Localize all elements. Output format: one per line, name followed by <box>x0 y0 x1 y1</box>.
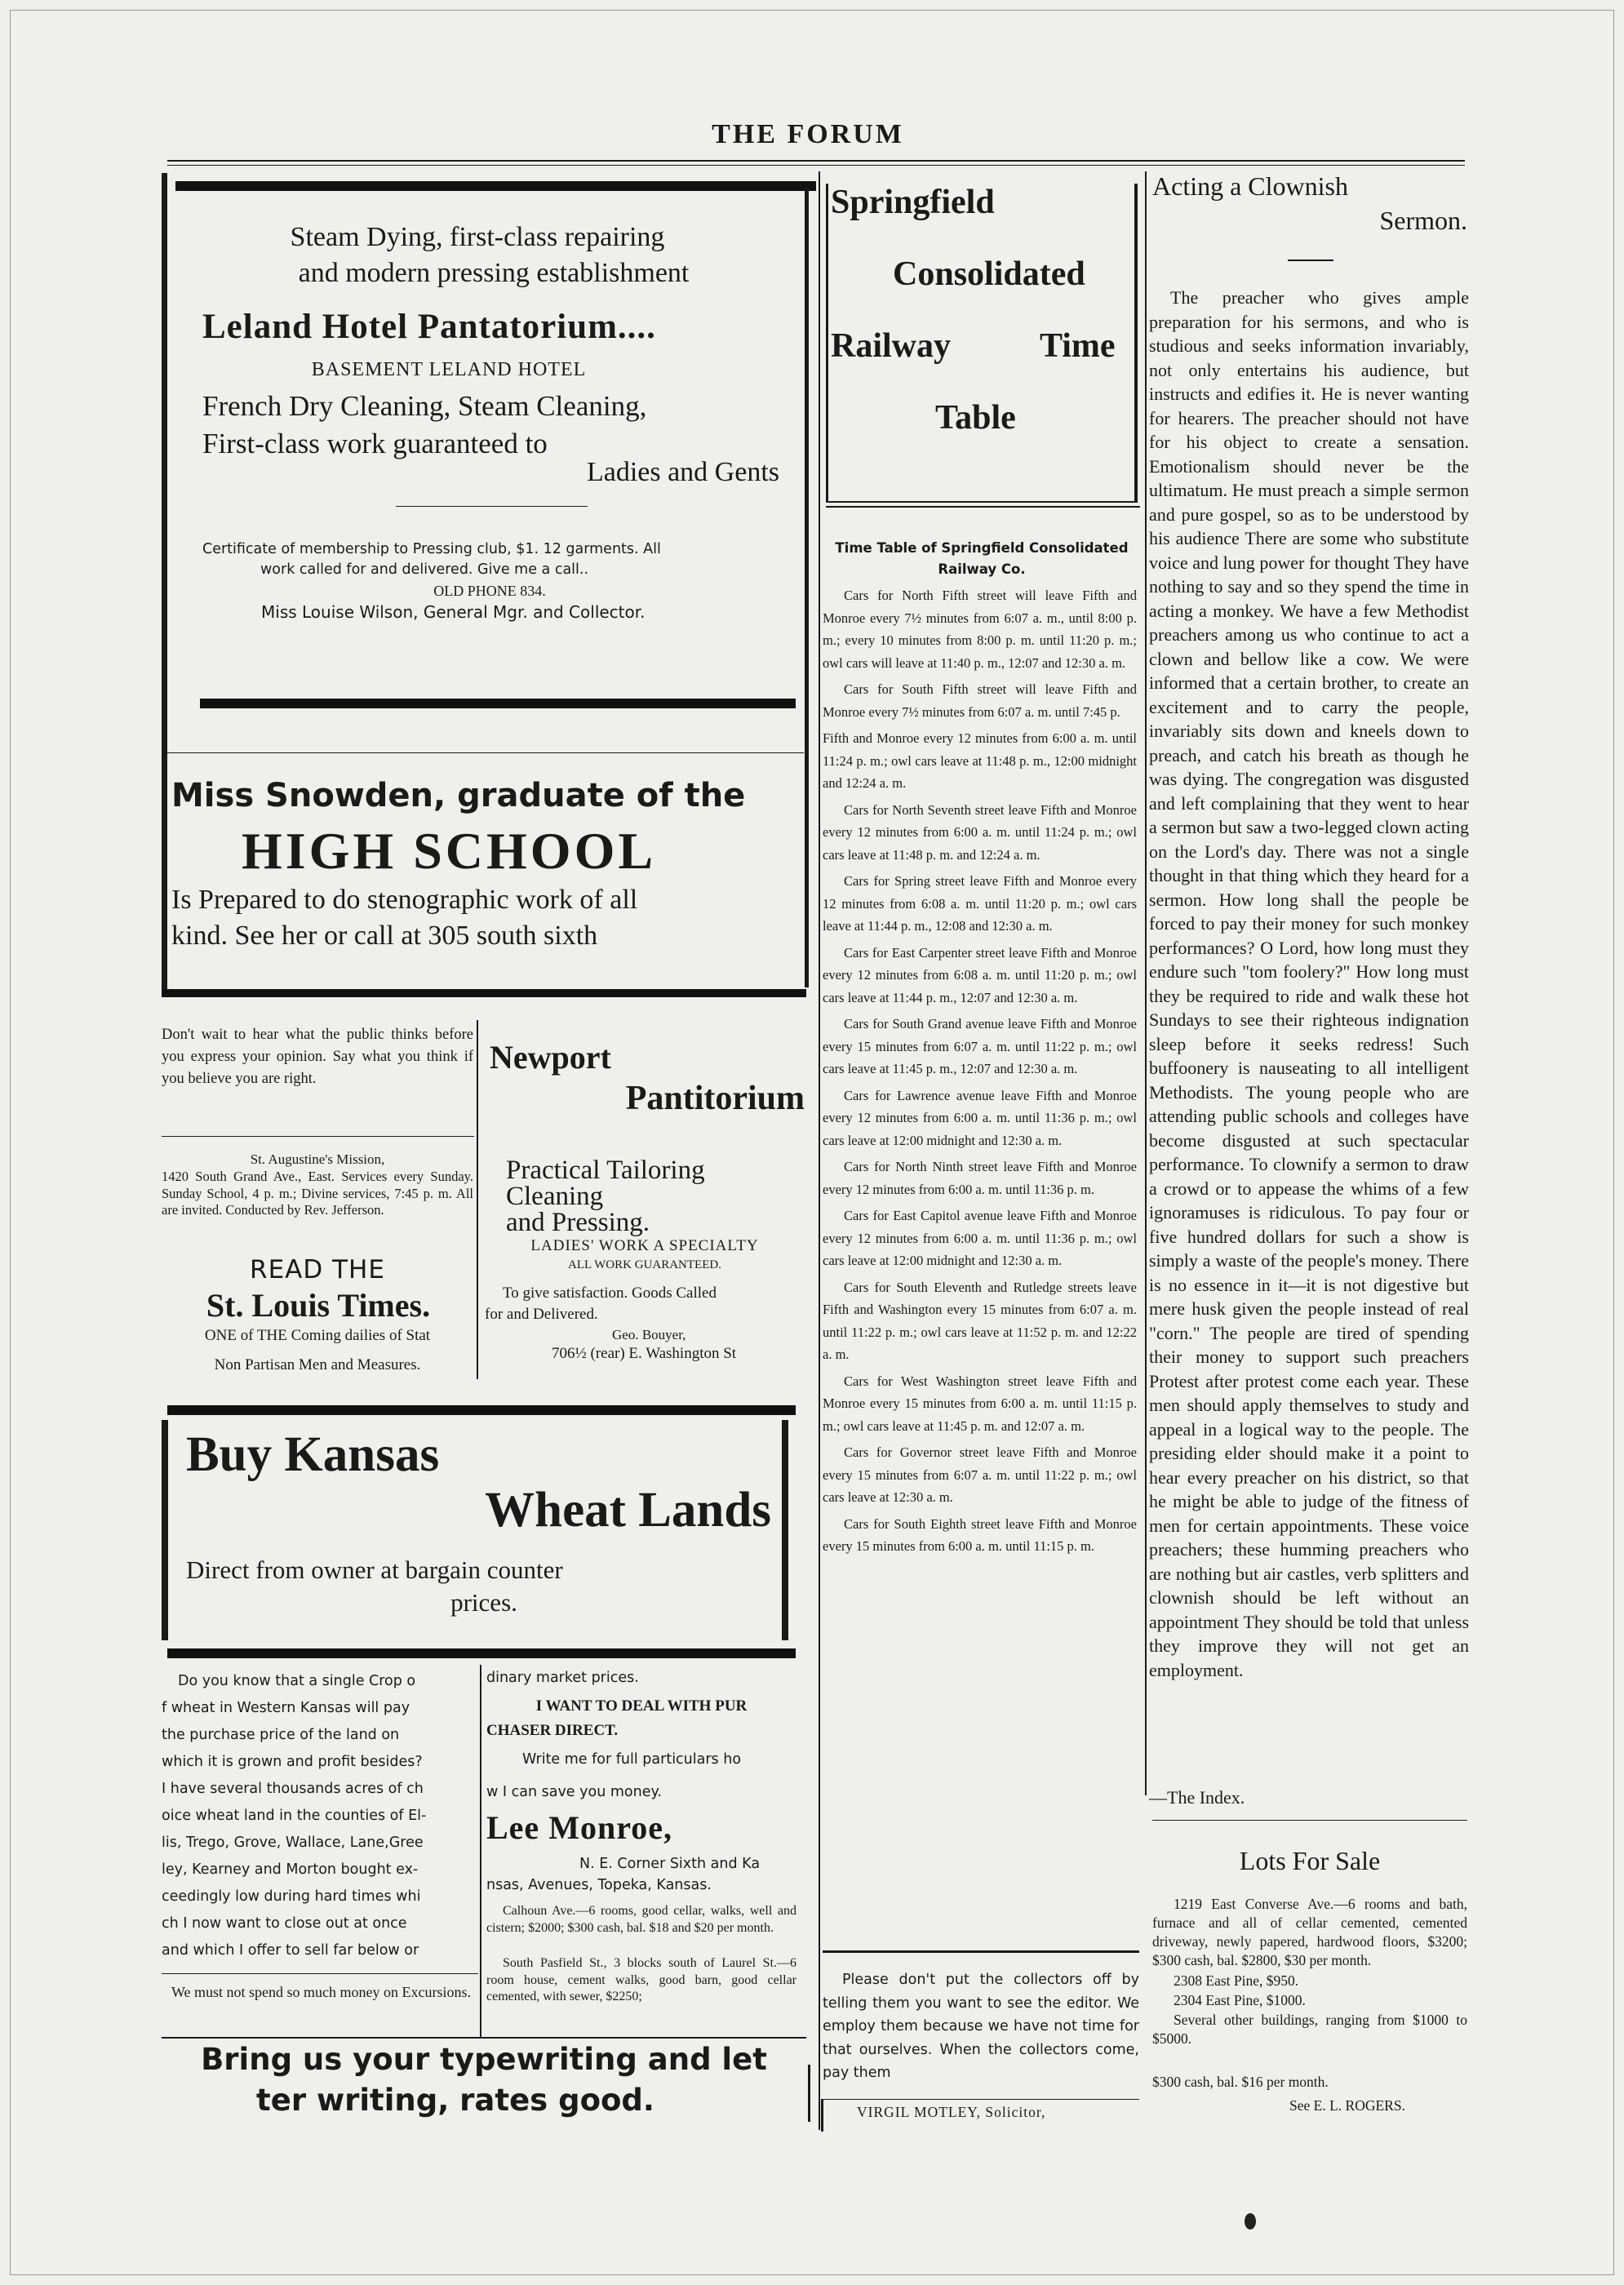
snowden-line3: kind. See her or call at 305 south sixth <box>171 921 598 951</box>
leland-cert2: work called for and delivered. Give me a call.. <box>260 561 589 578</box>
railway-heading2: Railway Co. <box>938 561 1026 577</box>
crop-line: and which I offer to sell far below or <box>162 1942 419 1959</box>
newport-owner: Geo. Bouyer, <box>612 1327 686 1342</box>
excursion-rule <box>162 1973 478 1974</box>
lots-sig: See E. L. ROGERS. <box>1289 2097 1405 2114</box>
collectors-text: Please don't put the collectors off by telling them you want to see the editor. We employ them because we have not time for that ourselves. When the collectors come, pay them <box>823 1972 1139 2081</box>
crop-line: f wheat in Western Kansas will pay <box>162 1700 410 1716</box>
railway-col-left-rule <box>819 171 820 2130</box>
railway-entry: Cars for North Ninth street leave Fifth and Monroe every 12 minutes from 6:00 a. m. until 11:36 p. m. <box>823 1159 1137 1197</box>
newport-p2: Cleaning <box>506 1182 604 1211</box>
railway-box-left <box>826 184 828 502</box>
sermon-title1: Acting a Clownish <box>1152 171 1348 201</box>
railway-entry: Cars for West Washington street leave Fifth and Monroe every 15 minutes from 6:00 a. m. until 11:15 p. m.; owl cars leave at 11:45 p. m. and 12:07 a. m. <box>823 1373 1137 1434</box>
crop-line: lis, Trego, Grove, Wallace, Lane,Gree <box>162 1835 424 1851</box>
railway-title2: Consolidated <box>893 255 1085 293</box>
leland-service: French Dry Cleaning, Steam Cleaning, <box>202 390 647 422</box>
railway-entry: Cars for East Capitol avenue leave Fifth and Monroe every 12 minutes from 6:00 a. m. until 11:36 p. m.; owl cars leave at 12:00 midnight and 12:30 a. m. <box>823 1208 1137 1268</box>
calhoun-2: South Pasfield St., 3 blocks south of Laurel St.—6 room house, cement walks, good barn, good cellar cemented, with sewer, $2250; <box>486 1956 796 2003</box>
crop-line: I have several thousands acres of ch <box>162 1781 424 1797</box>
leland-top-bar <box>175 181 816 191</box>
snowden-line2: Is Prepared to do stenographic work of all <box>171 885 638 915</box>
crop-line: oice wheat land in the counties of El- <box>162 1808 427 1824</box>
times-read: READ THE <box>250 1255 385 1284</box>
sermon-source: —The Index. <box>1149 1787 1245 1808</box>
railway-heading-rule <box>826 506 1140 508</box>
kansas-top-bar <box>167 1405 796 1415</box>
newport-name1: Newport <box>490 1039 611 1076</box>
typewriting-line1: Bring us your typewriting and let <box>201 2042 767 2077</box>
small-col-divider <box>477 1020 478 1379</box>
excursions-text: We must not spend so much money on Excursions. <box>171 1984 472 2000</box>
masthead-rule-2 <box>167 165 1465 166</box>
crop-left-column <box>162 1668 475 1964</box>
railway-entry: Cars for North Fifth street will leave Fifth and Monroe every 7½ minutes from 6:07 a. m., until 8:00 p. m.; every 10 minutes from 8:00 p. m. until 11:20 p. m.; owl cars will leave at 11:40 p. m., 12:07 and 12:30 a. m. <box>823 588 1137 671</box>
crop-line: ch I now want to close out at once <box>162 1915 407 1932</box>
railway-title5: Table <box>935 399 1016 437</box>
lots-item1: 1219 East Converse Ave.—6 rooms and bath, furnace and all of cellar cemented, cemented driveway, newly papered, hardwood floors, $3200; $300 cash, bal. $2800, $30 per month. <box>1152 1896 1467 1968</box>
railway-entry: Cars for South Eleventh and Rutledge streets leave Fifth and Washington every 15 minutes from 6:07 a. m. until 11:22 p. m.; owl cars leave at 11:52 p. m. and 12:22 a. m. <box>823 1279 1137 1362</box>
sermon-col-left-rule <box>1145 171 1147 1795</box>
masthead: THE FORUM <box>712 119 904 149</box>
railway-entry: Cars for South Grand avenue leave Fifth and Monroe every 15 minutes from 6:07 a. m. until 11:22 p. m.; owl cars leave at 11:45 p. m., 12:07 and 12:30 a. m. <box>823 1016 1137 1076</box>
railway-entry: Cars for South Eighth street leave Fifth and Monroe every 15 minutes from 6:00 a. m. until 11:15 p. m. <box>823 1515 1137 1554</box>
crop-col-divider <box>480 1665 481 2037</box>
leland-right-border <box>805 188 809 987</box>
calhoun-1: Calhoun Ave.—6 rooms, good cellar, walks, well and cistern; $2000; $300 cash, bal. $18 and $20 per month. <box>486 1904 796 1935</box>
sermon-title-rule <box>1288 260 1333 261</box>
snowden-school: HIGH SCHOOL <box>241 822 657 880</box>
collectors-sig: VIRGIL MOTLEY, Solicitor, <box>857 2104 1046 2120</box>
snowden-bottom-bar <box>162 989 806 997</box>
mission-title: St. Augustine's Mission, <box>250 1151 385 1167</box>
railway-entries <box>823 584 1137 1562</box>
railway-entry: Cars for North Seventh street leave Fifth and Monroe every 12 minutes from 6:00 a. m. until 11:24 p. m.; owl cars leave at 11:48 p. m. and 12:24 a. m. <box>823 801 1137 863</box>
kansas-line1: Buy Kansas <box>186 1427 440 1482</box>
crop-line: Do you know that a single Crop o <box>178 1673 416 1689</box>
collectors-sig-bar <box>821 2099 823 2132</box>
crop-line: which it is grown and profit besides? <box>162 1754 423 1770</box>
railway-heading1: Time Table of Springfield Consolidated <box>835 540 1129 556</box>
lots-item4: Several other buildings, ranging from $1000 to $5000. <box>1152 2012 1467 2047</box>
crop-line: the purchase price of the land on <box>162 1727 400 1743</box>
leland-guarantee: First-class work guaranteed to <box>202 428 548 459</box>
kansas-right-border <box>782 1420 788 1640</box>
leland-line2: and modern pressing establishment <box>298 258 690 288</box>
crop-addr1: N. E. Corner Sixth and Ka <box>579 1856 761 1872</box>
kansas-line3: Direct from owner at bargain counter <box>186 1555 563 1584</box>
crop-right-top: dinary market prices. <box>486 1670 639 1686</box>
leland-ladies: Ladies and Gents <box>586 457 779 487</box>
kansas-bottom-bar <box>167 1648 796 1658</box>
newport-guaranteed: ALL WORK GUARANTEED. <box>568 1258 721 1271</box>
crop-write1: Write me for full particulars ho <box>522 1751 742 1768</box>
leland-manager: Miss Louise Wilson, General Mgr. and Collector. <box>261 602 646 622</box>
railway-entry: Cars for East Carpenter street leave Fifth and Monroe every 12 minutes from 6:08 a. m. until 11:20 p. m.; owl cars leave at 11:44 p. m., 12:07 and 12:30 a. m. <box>823 944 1137 1005</box>
railway-title1: Springfield <box>831 184 995 221</box>
ink-spot <box>1245 2213 1256 2230</box>
leland-bottom-bar <box>200 699 796 708</box>
newport-sat2: for and Delivered. <box>485 1306 598 1323</box>
crop-addr2: nsas, Avenues, Topeka, Kansas. <box>486 1877 712 1893</box>
collectors-rule <box>823 1950 1139 1953</box>
lots-item2: 2308 East Pine, $950. <box>1174 1972 1299 1989</box>
leland-name: Leland Hotel Pantatorium.... <box>202 308 656 346</box>
sermon-title2: Sermon. <box>1379 206 1467 235</box>
kansas-left-border <box>162 1420 168 1640</box>
newport-specialty: LADIES' WORK A SPECIALTY <box>530 1237 759 1254</box>
sermon-text: The preacher who gives ample preparation for his sermons, and who is studious and seeks information invariably, not only entertains his audience, but instructs and edifies it. He is never wanting for hearers. The preacher should not have for his object to create a sensation. Emotionalism should never be the ultimatum. He must preach a simple sermon and pure gospel, so as to be understood by his audience There are some who substitute voice and lung power for thought They have nothing to say and so they spend the time in acting a monkey. We have a few Methodist preachers among us who continue to act a clown and bellow like a cow. We were informed that a certain brother, to create an excitement and to carry the people, invariably sits down and kneels down to preach, and catch his breath as though he was dying. The congregation was disgusted and left complaining that they went to hear a sermon but saw a two-legged clown acting on the Lord's day. There was not a single thought in that thing which they heard for a sermon. How long shall the people be forced to pay their money for such monkey performances? O Lord, how long must they endure such "tom foolery?" How long must they be required to ride and walk these hot Sundays to see their righteous indignation sleep before it seeks redress! Such buffoonery is nauseating to all intelligent Methodists. The young people who are attending public schools and colleges have become disgusted at such spectacular performance. To clownify a sermon to draw a crowd or to appease the whims of a few ignoramuses is ridiculous. To pay four or five hundred dollars for such a show is simply a waste of the people's money. There is no essence in it—it is not digestive but mere husk given the people instead of real "corn." The people are tired of spending their money to support such preachers Protest after protest come each year. These men should apply themselves to study and appeal in a logical way to the people. The presiding elder should make it a point to hear every preacher on his district, so that he might be able to judge of the fitness of men for certain appointments. These voice preachers; these humming preachers who are nothing but air castles, verb splitters and clownish should be left without an appointment They should be told that unless they improve they will not get an employment. <box>1149 287 1469 1680</box>
kansas-line2: Wheat Lands <box>485 1483 771 1537</box>
times-line2: Non Partisan Men and Measures. <box>214 1356 421 1373</box>
crop-want1: I WANT TO DEAL WITH PUR <box>535 1697 748 1715</box>
leland-line1: Steam Dying, first-class repairing <box>290 222 665 252</box>
typewriting-rule <box>162 2037 806 2039</box>
public-opinion-text: Don't wait to hear what the public thinks before you express your opinion. Say what you think if you believe you are right. <box>162 1027 473 1087</box>
times-name: St. Louis Times. <box>206 1287 431 1324</box>
crop-line: ceedingly low during hard times whi <box>162 1888 421 1905</box>
newport-p3: and Pressing. <box>506 1208 650 1237</box>
snowden-line1: Miss Snowden, graduate of the <box>171 777 746 814</box>
leland-snowden-rule <box>167 752 804 753</box>
lots-title: Lots For Sale <box>1239 1846 1381 1875</box>
masthead-rule <box>167 160 1465 162</box>
times-line1: ONE of THE Coming dailies of Stat <box>204 1327 431 1344</box>
railway-title4: Time <box>1040 327 1116 365</box>
newport-name2: Pantitorium <box>625 1080 805 1117</box>
lots-item5: $300 cash, bal. $16 per month. <box>1152 2074 1329 2090</box>
railway-title3: Railway <box>831 327 951 365</box>
leland-phone: OLD PHONE 834. <box>433 583 546 599</box>
railway-entry: Cars for Lawrence avenue leave Fifth and Monroe every 12 minutes from 6:00 a. m. until 11:36 p. m.; owl cars leave at 12:00 midnight and 12:30 a. m. <box>823 1087 1137 1148</box>
newport-address: 706½ (rear) E. Washington St <box>552 1345 737 1362</box>
railway-entry: Cars for Spring street leave Fifth and Monroe every 12 minutes from 6:08 a. m. until 11:20 p. m.; owl cars leave at 11:44 p. m., 12:08 and 12:30 a. m. <box>823 873 1137 934</box>
public-rule <box>162 1136 474 1137</box>
crop-line: ley, Kearney and Morton bought ex- <box>162 1861 419 1878</box>
collectors-sig-rule <box>823 2099 1139 2100</box>
typewriting-line2: ter writing, rates good. <box>256 2083 654 2118</box>
lots-item3: 2304 East Pine, $1000. <box>1174 1992 1306 2008</box>
lots-rule <box>1152 1820 1467 1821</box>
newport-sat1: To give satisfaction. Goods Called <box>503 1284 717 1302</box>
crop-write2: w I can save you money. <box>486 1784 662 1800</box>
newport-p1: Practical Tailoring <box>506 1156 705 1185</box>
mission-text: 1420 South Grand Ave., East. Services every Sunday. Sunday School, 4 p. m.; Divine services, 7:45 p. m. All are invited. Conducted by Rev. Jefferson. <box>162 1169 473 1218</box>
leland-cert1: Certificate of membership to Pressing club, $1. 12 garments. All <box>202 541 661 557</box>
railway-entry: Cars for South Fifth street will leave Fifth and Monroe every 7½ minutes from 6:07 a. m. until 7:45 p. <box>823 681 1137 720</box>
leland-divider <box>396 506 588 507</box>
crop-name: Lee Monroe, <box>486 1809 672 1846</box>
railway-entry: Fifth and Monroe every 12 minutes from 6:00 a. m. until 11:24 p. m.; owl cars leave at 11:48 p. m., 12:00 midnight and 12:24 a. m. <box>823 730 1137 791</box>
leland-sub: BASEMENT LELAND HOTEL <box>311 359 587 380</box>
typewriting-right-bar <box>808 2065 810 2122</box>
railway-entry: Cars for Governor street leave Fifth and Monroe every 15 minutes from 6:07 a. m. until 11:22 p. m.; owl cars leave at 12:30 a. m. <box>823 1444 1137 1505</box>
crop-want2: CHASER DIRECT. <box>486 1722 619 1739</box>
kansas-line4: prices. <box>450 1588 517 1617</box>
railway-box-bottom <box>826 501 1138 503</box>
leland-left-border <box>162 173 167 989</box>
